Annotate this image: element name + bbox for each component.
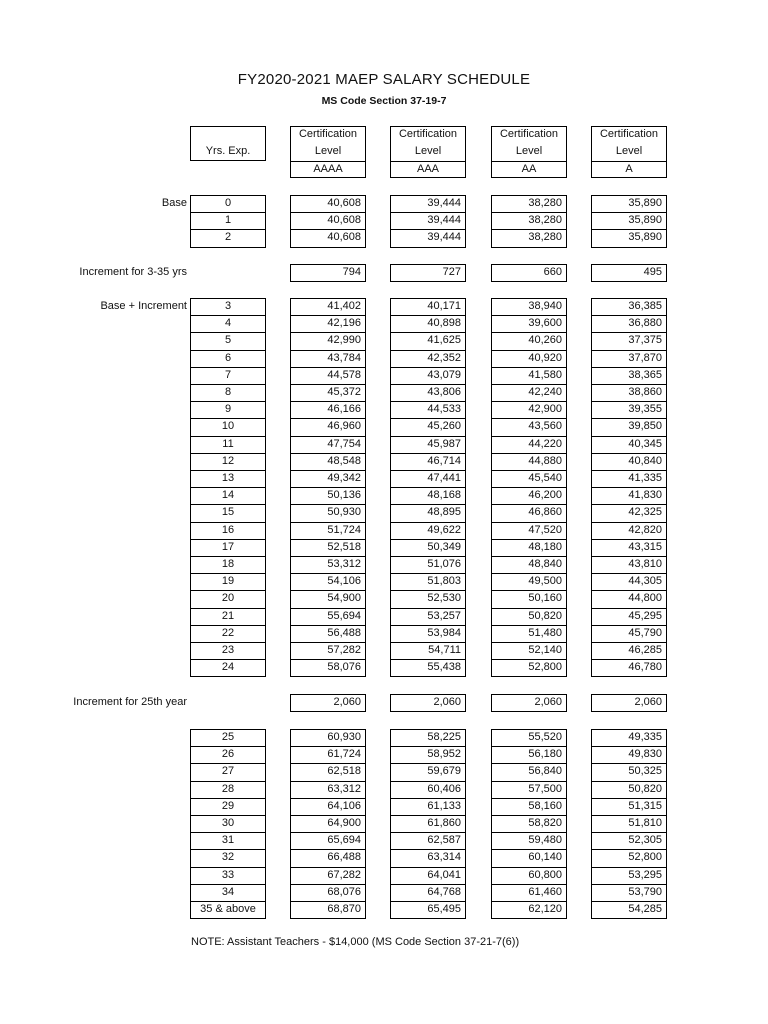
salary-value: 67,282: [327, 868, 361, 881]
salary-value: 42,196: [327, 317, 361, 330]
salary-value: 51,810: [628, 817, 662, 829]
base-plus-increment-label: Base + Increment: [100, 300, 187, 312]
salary-value: 52,800: [628, 851, 662, 864]
salary-value: 44,800: [628, 592, 662, 605]
salary-value: 45,540: [528, 472, 562, 484]
cert-level-code: A: [625, 163, 633, 175]
yrs-header-label: Yrs. Exp.: [205, 145, 251, 157]
years-experience: 12: [221, 454, 235, 467]
salary-value: 43,315: [628, 540, 662, 553]
salary-value: 47,754: [327, 437, 361, 450]
salary-value: 35,890: [628, 197, 662, 209]
salary-value: 40,260: [528, 334, 562, 347]
cert-header-line2: Level: [314, 145, 342, 157]
salary-value: 54,711: [428, 644, 461, 656]
salary-value: 46,714: [427, 454, 461, 467]
years-experience: 13: [221, 472, 235, 484]
footnote: NOTE: Assistant Teachers - $14,000 (MS Code Section 37-21-7(6)): [191, 936, 520, 948]
salary-value: 42,352: [427, 351, 461, 364]
cert-level-code: AAA: [416, 163, 439, 175]
salary-value: 44,533: [427, 403, 461, 416]
salary-value: 62,120: [528, 903, 562, 915]
salary-value: 55,438: [427, 661, 461, 674]
years-experience: 6: [224, 351, 232, 364]
salary-value: 50,820: [528, 609, 562, 622]
salary-value: 63,312: [327, 782, 361, 795]
salary-value: 51,724: [327, 523, 361, 536]
cert-level-code: AAAA: [313, 163, 343, 175]
salary-value: 51,803: [427, 575, 461, 588]
years-experience: 23: [221, 644, 235, 656]
page-subtitle: MS Code Section 37-19-7: [321, 95, 447, 107]
salary-value: 53,790: [628, 885, 662, 898]
years-experience: 24: [221, 661, 235, 674]
salary-value: 51,076: [427, 558, 461, 570]
salary-value: 41,402: [327, 300, 361, 312]
years-experience: 20: [221, 592, 235, 605]
salary-value: 38,860: [628, 386, 662, 398]
years-experience: 18: [221, 558, 235, 570]
salary-value: 39,600: [528, 317, 562, 330]
salary-value: 44,578: [327, 368, 361, 381]
salary-value: 40,920: [528, 351, 562, 364]
increment-25-label: Increment for 25th year: [73, 696, 187, 708]
increment-value: 2,060: [433, 696, 461, 708]
increment-value: 2,060: [333, 696, 361, 708]
salary-value: 58,076: [327, 661, 361, 674]
years-experience: 3: [224, 300, 232, 312]
salary-value: 41,625: [427, 334, 461, 347]
years-experience: 16: [221, 523, 235, 536]
salary-value: 48,840: [528, 558, 562, 570]
salary-value: 48,180: [528, 540, 562, 553]
increment-value: 794: [342, 266, 361, 278]
salary-value: 46,285: [628, 644, 662, 656]
years-experience: 35 & above: [200, 903, 256, 915]
years-experience: 25: [221, 731, 235, 743]
salary-value: 55,694: [327, 609, 361, 622]
salary-value: 43,810: [628, 558, 662, 570]
salary-value: 48,168: [427, 489, 461, 502]
salary-value: 36,385: [628, 300, 662, 312]
salary-value: 61,860: [427, 817, 461, 829]
salary-value: 43,560: [528, 420, 562, 433]
increment-value: 727: [442, 266, 461, 278]
salary-value: 39,444: [427, 214, 461, 227]
salary-value: 50,160: [528, 592, 562, 605]
salary-value: 48,548: [327, 454, 361, 467]
salary-value: 46,960: [327, 420, 361, 433]
cert-header-line1: Certification: [499, 128, 559, 140]
salary-value: 51,480: [528, 626, 562, 639]
salary-value: 62,587: [427, 834, 461, 847]
salary-value: 50,325: [628, 765, 662, 778]
salary-value: 58,952: [427, 748, 461, 761]
salary-value: 47,441: [427, 472, 461, 484]
salary-value: 64,041: [427, 868, 461, 881]
salary-value: 44,305: [628, 575, 662, 588]
years-experience: 9: [224, 403, 232, 416]
salary-value: 60,140: [528, 851, 562, 864]
salary-value: 41,335: [628, 472, 662, 484]
years-experience: 21: [221, 609, 235, 622]
salary-value: 57,500: [528, 782, 562, 795]
salary-value: 64,768: [427, 885, 461, 898]
cert-header-line1: Certification: [298, 128, 358, 140]
salary-value: 68,870: [327, 903, 361, 915]
salary-value: 44,880: [528, 454, 562, 467]
salary-value: 38,280: [528, 197, 562, 209]
salary-value: 40,898: [427, 317, 461, 330]
salary-value: 38,280: [528, 231, 562, 244]
page-title: FY2020-2021 MAEP SALARY SCHEDULE: [237, 71, 531, 88]
salary-value: 63,314: [427, 851, 461, 864]
salary-value: 45,260: [427, 420, 461, 433]
salary-value: 39,444: [427, 231, 461, 244]
salary-value: 55,520: [528, 731, 562, 743]
salary-value: 62,518: [327, 765, 361, 778]
salary-value: 60,800: [528, 868, 562, 881]
salary-value: 38,365: [628, 368, 662, 381]
years-experience: 17: [221, 540, 235, 553]
salary-value: 49,500: [528, 575, 562, 588]
salary-value: 45,295: [628, 609, 662, 622]
years-experience: 22: [221, 626, 235, 639]
increment-value: 2,060: [634, 696, 662, 708]
salary-value: 54,106: [327, 575, 361, 588]
salary-value: 42,325: [628, 506, 662, 519]
salary-value: 59,679: [427, 765, 461, 778]
salary-value: 41,580: [528, 368, 562, 381]
salary-value: 38,280: [528, 214, 562, 227]
salary-value: 43,079: [427, 368, 461, 381]
years-experience: 14: [221, 489, 235, 502]
salary-value: 56,488: [327, 626, 361, 639]
salary-value: 37,375: [628, 334, 662, 347]
salary-value: 52,518: [327, 540, 361, 553]
years-experience: 26: [221, 748, 235, 761]
salary-value: 37,870: [628, 351, 662, 364]
years-experience: 4: [224, 317, 232, 330]
salary-value: 53,257: [427, 609, 461, 622]
salary-value: 53,295: [628, 868, 662, 881]
salary-value: 38,940: [528, 300, 562, 312]
salary-value: 48,895: [427, 506, 461, 519]
years-experience: 30: [221, 817, 235, 829]
salary-value: 50,820: [628, 782, 662, 795]
salary-value: 45,372: [327, 386, 361, 398]
years-experience: 5: [224, 334, 232, 347]
salary-value: 66,488: [327, 851, 361, 864]
years-experience: 31: [221, 834, 235, 847]
cert-header-line1: Certification: [599, 128, 659, 140]
salary-value: 49,830: [628, 748, 662, 761]
salary-value: 43,806: [427, 386, 461, 398]
salary-value: 52,530: [427, 592, 461, 605]
salary-value: 43,784: [327, 351, 361, 364]
salary-value: 52,800: [528, 661, 562, 674]
salary-value: 50,930: [327, 506, 361, 519]
salary-value: 36,880: [628, 317, 662, 330]
salary-value: 42,900: [528, 403, 562, 416]
salary-value: 65,694: [327, 834, 361, 847]
salary-value: 53,312: [327, 558, 361, 570]
years-experience: 11: [222, 437, 234, 450]
salary-value: 60,930: [327, 731, 361, 743]
increment-value: 2,060: [534, 696, 562, 708]
salary-value: 59,480: [528, 834, 562, 847]
years-experience: 28: [221, 782, 235, 795]
salary-value: 39,444: [427, 197, 461, 209]
years-experience: 1: [224, 214, 232, 227]
salary-value: 61,460: [528, 885, 562, 898]
years-experience: 2: [224, 231, 232, 244]
salary-value: 49,622: [427, 523, 461, 536]
salary-value: 40,345: [628, 437, 662, 450]
salary-value: 52,305: [628, 834, 662, 847]
salary-value: 65,495: [427, 903, 461, 915]
salary-value: 50,136: [327, 489, 361, 502]
salary-value: 40,840: [628, 454, 662, 467]
years-experience: 7: [224, 368, 232, 381]
salary-value: 56,180: [528, 748, 562, 761]
years-experience: 0: [224, 197, 232, 209]
cert-level-code: AA: [521, 163, 537, 175]
salary-value: 35,890: [628, 214, 662, 227]
salary-value: 44,220: [528, 437, 562, 450]
cert-header-line2: Level: [615, 145, 643, 157]
salary-value: 46,166: [327, 403, 361, 416]
increment-3-35-label: Increment for 3-35 yrs: [79, 266, 187, 278]
salary-value: 40,608: [327, 231, 361, 244]
years-experience: 29: [221, 799, 235, 812]
salary-value: 58,225: [427, 731, 461, 743]
increment-value: 660: [543, 266, 562, 278]
salary-value: 58,820: [528, 817, 562, 829]
salary-value: 64,106: [327, 799, 361, 812]
salary-value: 61,724: [327, 748, 361, 761]
salary-value: 40,171: [427, 300, 461, 312]
years-experience: 19: [221, 575, 235, 588]
salary-value: 56,840: [528, 765, 562, 778]
salary-value: 42,240: [528, 386, 562, 398]
salary-value: 60,406: [427, 782, 461, 795]
salary-value: 45,790: [628, 626, 662, 639]
salary-value: 50,349: [427, 540, 461, 553]
cert-header-line2: Level: [515, 145, 543, 157]
years-experience: 32: [221, 851, 235, 864]
salary-value: 40,608: [327, 214, 361, 227]
years-experience: 15: [221, 506, 235, 519]
years-experience: 8: [224, 386, 232, 398]
salary-value: 46,780: [628, 661, 662, 674]
cert-header-line2: Level: [414, 145, 442, 157]
salary-value: 46,200: [528, 489, 562, 502]
years-experience: 33: [221, 868, 235, 881]
cert-header-line1: Certification: [398, 128, 458, 140]
years-experience: 27: [221, 765, 235, 778]
salary-value: 35,890: [628, 231, 662, 244]
salary-value: 52,140: [528, 644, 562, 656]
salary-value: 45,987: [427, 437, 461, 450]
salary-value: 49,342: [327, 472, 361, 484]
salary-value: 57,282: [327, 644, 361, 656]
salary-value: 46,860: [528, 506, 562, 519]
salary-value: 54,285: [628, 903, 662, 915]
increment-value: 495: [643, 266, 662, 278]
years-experience: 10: [221, 420, 235, 433]
salary-value: 64,900: [327, 817, 361, 829]
salary-value: 61,133: [427, 799, 461, 812]
salary-value: 47,520: [528, 523, 562, 536]
salary-value: 58,160: [528, 799, 562, 812]
salary-value: 42,990: [327, 334, 361, 347]
salary-value: 53,984: [427, 626, 461, 639]
years-experience: 34: [221, 885, 235, 898]
salary-value: 49,335: [628, 731, 662, 743]
salary-value: 41,830: [628, 489, 662, 502]
salary-value: 54,900: [327, 592, 361, 605]
salary-value: 40,608: [327, 197, 361, 209]
base-label: Base: [161, 197, 187, 209]
salary-value: 39,355: [628, 403, 662, 416]
salary-value: 68,076: [327, 885, 361, 898]
salary-value: 51,315: [628, 799, 662, 812]
salary-value: 39,850: [628, 420, 662, 433]
salary-value: 42,820: [628, 523, 662, 536]
